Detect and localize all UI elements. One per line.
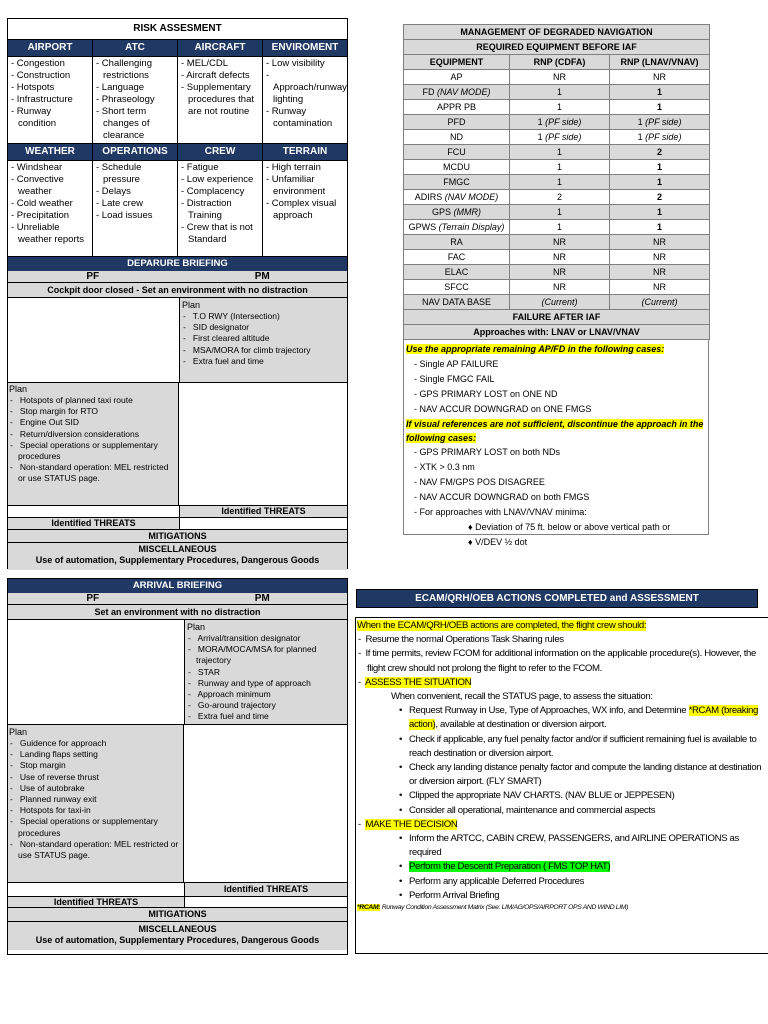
risk-item: - Low visibility: [266, 58, 325, 69]
risk-item: - Crew that is not Standard: [181, 222, 253, 245]
nav-cell: 2: [610, 145, 710, 160]
nav-row: [404, 205, 710, 220]
nav-cell: FD (NAV MODE): [404, 85, 510, 100]
plan-item: - Planned runway exit: [10, 794, 97, 805]
plan-item: - MORA/MOCA/MSA for planned trajectory: [188, 644, 317, 666]
risk-column-items: [93, 57, 178, 144]
plan-item: - Extra fuel and time: [188, 711, 269, 722]
nav-row: [404, 265, 710, 280]
risk-column-items: [178, 161, 263, 258]
risk-column-header: TERRAIN: [263, 144, 348, 161]
risk-item: - Challenging restrictions: [96, 58, 152, 81]
risk-column-items: [8, 57, 93, 144]
miscellaneous: [8, 921, 347, 950]
plan-item: - STAR: [188, 666, 220, 677]
decision-item-1: • Inform the ARTCC, CABIN CREW, PASSENGERS, and AIRLINE OPERATIONS as required: [399, 833, 739, 859]
nav-cell: AP: [404, 70, 510, 85]
misc-title: MISCELLANEOUS: [138, 924, 217, 934]
nav-row: [404, 160, 710, 175]
risk-column-header: CREW: [178, 144, 263, 161]
pf-plan-list: [9, 395, 178, 485]
nav-cell: RA: [404, 235, 510, 250]
ecam-intro: When the ECAM/QRH/OEB actions are completed, the flight crew should:: [357, 620, 647, 631]
risk-item: - Short term changes of clearance: [96, 106, 150, 141]
plan-item: - Runway and type of approach: [188, 677, 311, 688]
ecam-line1: - Resume the normal Operations Task Sharing rules: [358, 634, 564, 646]
nav-cell: GPS (MMR): [404, 205, 510, 220]
nav-cell: 1: [510, 175, 610, 190]
risk-item: - Fatigue: [181, 162, 219, 173]
nav-cell: 1: [610, 205, 710, 220]
pm-label: PM: [254, 593, 270, 604]
ecam-footnote: *RCAM: Runway Condition Assessment Matrix (See: LIM/AG/OPS/AIRPORT OPS AND WIND LIM): [357, 904, 628, 912]
risk-column-header: ATC: [93, 40, 178, 57]
plan-item: - MSA/MORA for climb trajectory: [183, 344, 311, 355]
risk-title: RISK ASSESMENT: [8, 19, 348, 40]
risk-item: - Hotspots: [11, 82, 55, 93]
nav-subtitle: REQUIRED EQUIPMENT BEFORE IAF: [404, 40, 710, 55]
nav-row: [404, 100, 710, 115]
risk-item: - MEL/CDL: [181, 58, 228, 69]
nav-cell: NR: [610, 250, 710, 265]
pf-threats: Identified THREATS: [8, 897, 185, 907]
risk-item: - High terrain: [266, 162, 321, 173]
ecam-body: [357, 619, 768, 953]
risk-item: - Cold weather: [11, 198, 73, 209]
plan-item: - Go-around trajectory: [188, 700, 276, 711]
nav-cell: PFD: [404, 115, 510, 130]
plan-item: - Hotspots for taxi-in: [10, 805, 91, 816]
nav-cell: ADIRS (NAV MODE): [404, 190, 510, 205]
case2-item: - XTK > 0.3 nm: [414, 462, 475, 472]
nav-cell: 1: [510, 145, 610, 160]
decision-item-2: • Perform the Descentt Preparation ( FMS TOP HAT): [399, 861, 611, 873]
pm-threats: Identified THREATS: [180, 506, 347, 517]
risk-column-header: ENVIROMENT: [263, 40, 348, 57]
plan-item: - Extra fuel and time: [183, 355, 264, 366]
plan-item: - Guidence for approach: [10, 738, 107, 748]
nav-cell: 1: [610, 85, 710, 100]
nav-cell: NR: [510, 280, 610, 295]
nav-cell: FAC: [404, 250, 510, 265]
nav-cell: SFCC: [404, 280, 510, 295]
risk-item: - Low experience: [181, 174, 254, 185]
degraded-navigation: [403, 24, 709, 547]
pm-plan-label: Plan: [182, 300, 201, 310]
pm-plan-list: [187, 633, 347, 723]
departure-title: DEPARURE BRIEFING: [8, 257, 347, 271]
nav-cell: 1 (PF side): [610, 115, 710, 130]
ecam-panel: [355, 589, 768, 608]
plan-item: - Use of reverse thrust: [10, 771, 99, 782]
nav-cell: 1: [610, 220, 710, 235]
nav-row: [404, 145, 710, 160]
pf-label: PF: [86, 271, 100, 282]
risk-column-header: WEATHER: [8, 144, 93, 161]
pf-plan-list: [9, 738, 183, 861]
case1-item: - Single AP FAILURE: [414, 359, 499, 369]
pm-plan-label: Plan: [187, 622, 206, 632]
departure-briefing: [7, 256, 348, 569]
risk-item: - Late crew: [96, 198, 143, 209]
risk-item: - Infrastructure: [11, 94, 73, 105]
nav-cell: 1: [610, 175, 710, 190]
ecam-line2: - If time permits, review FCOM for additional information on the applicable procedure(s). However, the flight crew should not prolong the flight to refer to the FCOM.: [358, 648, 756, 674]
assess-intro: When convenient, recall the STATUS page, to assess the situation:: [391, 691, 653, 703]
nav-column-header: EQUIPMENT: [404, 55, 510, 70]
nav-cell: NR: [610, 280, 710, 295]
case1-list: [406, 357, 706, 417]
case2-item: - NAV ACCUR DOWNGRAD on both FMGS: [414, 492, 590, 502]
nav-row: [404, 250, 710, 265]
risk-item: - Language: [96, 82, 145, 93]
case2-item: - GPS PRIMARY LOST on both NDs: [414, 447, 561, 457]
nav-row: [404, 175, 710, 190]
plan-item: - T.O RWY (Intersection): [183, 311, 280, 321]
failure-cases: [403, 340, 709, 547]
nav-cell: 1: [610, 100, 710, 115]
case2-item: - NAV FM/GPS POS DISAGREE: [414, 477, 545, 487]
nav-cell: NR: [610, 235, 710, 250]
pf-plan-label: Plan: [9, 727, 28, 737]
risk-column-items: [178, 57, 263, 144]
nav-column-header: RNP (CDFA): [510, 55, 610, 70]
mitigations: MITIGATIONS: [8, 529, 347, 542]
risk-item: - Construction: [11, 70, 71, 81]
pf-label: PF: [86, 593, 100, 604]
risk-item: - Approach/runway lighting: [266, 70, 347, 105]
nav-row: [404, 295, 710, 310]
nav-cell: NR: [510, 70, 610, 85]
arrival-environment: Set an environment with no distraction: [8, 604, 347, 619]
nav-row: [404, 115, 710, 130]
misc-subtitle: Use of automation, Supplementary Procedures, Dangerous Goods: [35, 935, 320, 945]
case2-subitem: ♦ V/DEV ½ dot: [468, 537, 528, 547]
plan-item: - Special operations or supplementary procedures: [10, 816, 158, 838]
nav-cell: NR: [610, 70, 710, 85]
case2-list: [406, 445, 706, 520]
risk-item: - Runway condition: [11, 106, 57, 129]
assess-heading: - ASSESS THE SITUATION: [358, 676, 472, 688]
nav-cell: 2: [610, 190, 710, 205]
case2-sublist: [406, 520, 706, 550]
arrival-briefing: [7, 578, 348, 955]
misc-title: MISCELLANEOUS: [138, 544, 217, 554]
case1-item: - GPS PRIMARY LOST on ONE ND: [414, 389, 558, 399]
risk-column-items: [8, 161, 93, 258]
nav-cell: ELAC: [404, 265, 510, 280]
plan-item: - Non-standard operation: MEL restricted or use STATUS page.: [10, 838, 179, 861]
risk-item: - Unfamiliar environment: [266, 174, 326, 197]
risk-item: - Congestion: [11, 58, 65, 69]
decision-item-4: • Perform Arrival Briefing: [399, 889, 500, 901]
nav-column-header: RNP (LNAV/VNAV): [610, 55, 710, 70]
nav-cell: NR: [510, 250, 610, 265]
risk-item: - Supplementary procedures that are not routine: [181, 82, 255, 117]
ecam-title: ECAM/QRH/OEB ACTIONS COMPLETED and ASSESSMENT: [356, 589, 758, 608]
nav-cell: MCDU: [404, 160, 510, 175]
assess-item-1: • Request Runway in Use, Type of Approaches, WX info, and Determine *RCAM (breaking action), available at destination or diversion airport.: [399, 705, 758, 731]
nav-cell: (Current): [510, 295, 610, 310]
nav-row: [404, 235, 710, 250]
nav-cell: 1 (PF side): [510, 130, 610, 145]
risk-column-header: OPERATIONS: [93, 144, 178, 161]
nav-cell: NAV DATA BASE: [404, 295, 510, 310]
pm-label: PM: [254, 271, 270, 282]
decision-heading: - MAKE THE DECISION: [358, 818, 458, 830]
nav-row: [404, 130, 710, 145]
case1-text: Use the appropriate remaining AP/FD in the following cases:: [406, 344, 665, 354]
departure-environment: Cockpit door closed - Set an environment with no distraction: [8, 282, 347, 297]
nav-cell: GPWS (Terrain Display): [404, 220, 510, 235]
nav-row: [404, 190, 710, 205]
nav-row: [404, 85, 710, 100]
risk-item: - Phraseology: [96, 94, 155, 105]
risk-column-header: AIRPORT: [8, 40, 93, 57]
case2-text: If visual references are not sufficient, discontinue the approach in the following cases:: [406, 419, 704, 443]
nav-cell: 1: [510, 205, 610, 220]
nav-cell: NR: [610, 265, 710, 280]
mitigations: MITIGATIONS: [8, 907, 347, 921]
plan-item: - Return/diversion considerations: [10, 428, 139, 439]
pm-plan-list: [182, 311, 347, 367]
nav-title: MANAGEMENT OF DEGRADED NAVIGATION: [404, 25, 710, 40]
arrival-title: ARRIVAL BRIEFING: [8, 579, 347, 593]
pm-threats: Identified THREATS: [185, 883, 347, 896]
nav-cell: 1 (PF side): [610, 130, 710, 145]
failure-title: FAILURE AFTER IAF: [404, 310, 710, 325]
miscellaneous: [8, 542, 347, 570]
risk-column-header: AIRCRAFT: [178, 40, 263, 57]
nav-cell: 1: [510, 100, 610, 115]
nav-cell: 1 (PF side): [510, 115, 610, 130]
risk-column-items: [263, 161, 348, 258]
nav-cell: FMGC: [404, 175, 510, 190]
risk-item: - Convective weather: [11, 174, 64, 197]
plan-item: - Landing flaps setting: [10, 749, 98, 760]
case1-item: - NAV ACCUR DOWNGRAD on ONE FMGS: [414, 404, 592, 414]
plan-item: - First cleared altitude: [183, 333, 270, 344]
risk-item: - Windshear: [11, 162, 63, 173]
assess-item-2: • Check if applicable, any fuel penalty factor and/or if sufficient remaining fuel is available to reach destination or diversion airport.: [399, 733, 757, 759]
plan-item: - Use of autobrake: [10, 782, 85, 793]
risk-item: - Precipitation: [11, 210, 70, 221]
risk-column-items: [263, 57, 348, 144]
pf-plan-label: Plan: [9, 384, 28, 394]
plan-item: - Approach minimum: [188, 689, 271, 700]
nav-cell: NR: [510, 235, 610, 250]
nav-cell: 1: [510, 160, 610, 175]
risk-item: - Distraction Training: [181, 198, 232, 221]
approaches-title: Approaches with: LNAV or LNAV/VNAV: [404, 325, 710, 340]
nav-cell: 1: [510, 85, 610, 100]
nav-cell: 1: [610, 160, 710, 175]
plan-item: - Special operations or supplementary procedures: [10, 439, 158, 462]
plan-item: - Hotspots of planned taxi route: [10, 395, 133, 405]
assess-item-3: • Check any landing distance penalty factor and compute the landing distance at destination or diversion airport. (FLY SMART): [399, 762, 762, 788]
nav-row: [404, 220, 710, 235]
plan-item: - SID designator: [183, 322, 250, 333]
nav-row: [404, 70, 710, 85]
nav-row: [404, 280, 710, 295]
risk-item: - Unreliable weather reports: [11, 222, 85, 245]
case1-item: - Single FMGC FAIL: [414, 374, 495, 384]
assess-item-5: • Consider all operational, maintenance and commercial aspects: [399, 804, 656, 816]
risk-item: - Complacency: [181, 186, 245, 197]
risk-item: - Aircraft defects: [181, 70, 250, 81]
plan-item: - Arrival/transition designator: [188, 633, 301, 643]
nav-cell: NR: [510, 265, 610, 280]
plan-item: - Stop margin: [10, 760, 66, 771]
case2-item: - For approaches with LNAV/VNAV minima:: [414, 507, 587, 517]
risk-item: - Schedule pressure: [96, 162, 142, 185]
nav-cell: 1: [510, 220, 610, 235]
nav-cell: FCU: [404, 145, 510, 160]
plan-item: - Engine Out SID: [10, 417, 79, 428]
decision-item-3: • Perform any applicable Deferred Procedures: [399, 875, 585, 887]
risk-assessment: [7, 18, 348, 258]
risk-item: - Complex visual approach: [266, 198, 337, 221]
risk-item: - Runway contamination: [266, 106, 333, 129]
pf-threats: Identified THREATS: [8, 518, 180, 529]
plan-item: - Non-standard operation: MEL restricted or use STATUS page.: [10, 462, 169, 484]
misc-subtitle: Use of automation, Supplementary Procedures, Dangerous Goods: [35, 555, 320, 565]
risk-item: - Load issues: [96, 210, 153, 221]
nav-cell: 2: [510, 190, 610, 205]
case2-subitem: ♦ Deviation of 75 ft. below or above vertical path or: [468, 522, 671, 532]
nav-cell: (Current): [610, 295, 710, 310]
nav-cell: ND: [404, 130, 510, 145]
assess-item-4: • Clipped the appropriate NAV CHARTS. (NAV BLUE or JEPPESEN): [399, 790, 675, 802]
risk-column-items: [93, 161, 178, 258]
nav-cell: APPR PB: [404, 100, 510, 115]
plan-item: - Stop margin for RTO: [10, 406, 99, 417]
risk-item: - Delays: [96, 186, 131, 197]
